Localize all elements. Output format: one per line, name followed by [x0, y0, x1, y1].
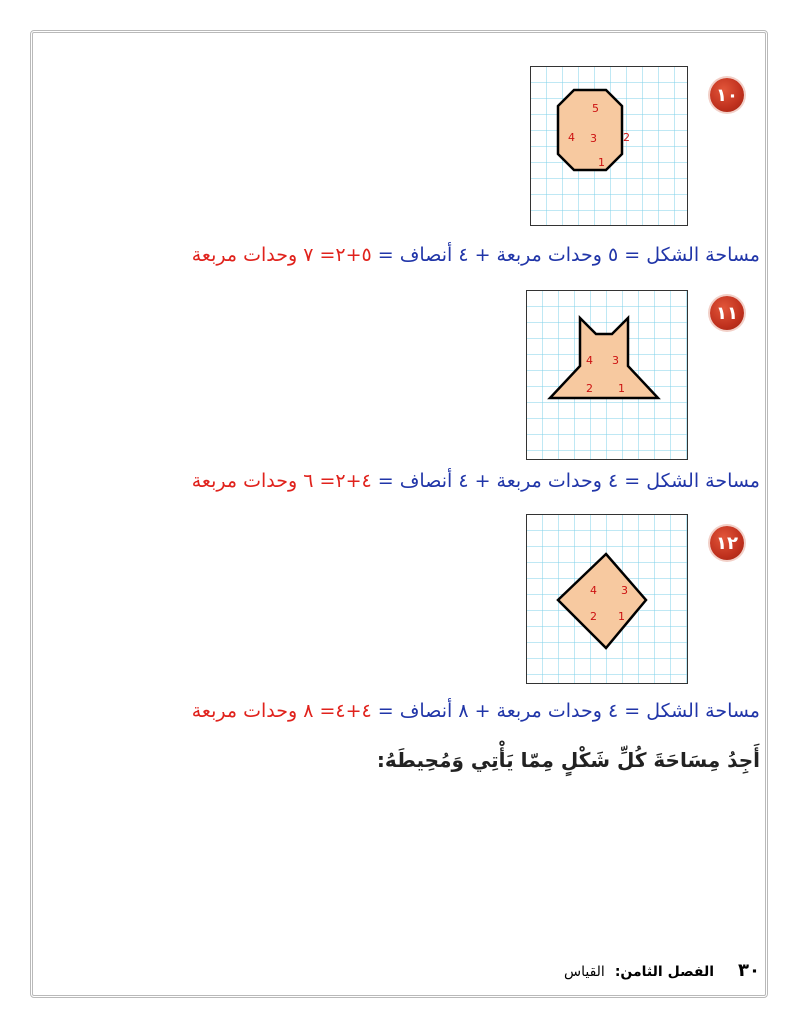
square-label: 1	[598, 156, 605, 169]
octagon-shape	[558, 90, 622, 170]
diamond-figure	[526, 514, 688, 684]
chapter-topic: القياس	[563, 964, 605, 980]
cat-shape-figure	[526, 290, 688, 460]
square-label: 4	[586, 354, 593, 367]
problem-number-badge: ١٠	[710, 78, 744, 112]
square-label: 1	[618, 382, 625, 395]
problem-number-badge: ١٢	[710, 526, 744, 560]
square-label: 4	[590, 584, 597, 597]
square-label: 3	[590, 132, 597, 145]
square-label: 3	[612, 354, 619, 367]
square-label: 1	[618, 610, 625, 623]
area-equation	[192, 470, 760, 492]
instruction-text: أَجِدُ مِسَاحَةَ كُلِّ شَكْلٍ مِمّا يَأْتِي وَمُحِيطَهُ:	[376, 748, 760, 772]
equation-formula: مساحة الشكل = ٥ وحدات مربعة + ٤ أنصاف =	[371, 244, 760, 266]
chapter-title: الفصل الثامن:	[614, 964, 715, 980]
square-label: 2	[586, 382, 593, 395]
problem-number-badge: ١١	[710, 296, 744, 330]
square-label: 5	[592, 102, 599, 115]
page-footer	[564, 960, 760, 981]
square-label: 3	[621, 584, 628, 597]
equation-result: ٥+٢= ٧ وحدات مربعة	[191, 244, 372, 266]
equation-result: ٤+٢= ٦ وحدات مربعة	[191, 470, 372, 492]
square-label: 2	[590, 610, 597, 623]
equation-result: ٤+٤= ٨ وحدات مربعة	[191, 700, 372, 722]
square-label: 4	[568, 131, 575, 144]
page-number: ٣٠	[738, 960, 760, 981]
equation-formula: مساحة الشكل = ٤ وحدات مربعة + ٤ أنصاف =	[371, 470, 760, 492]
octagon-figure	[530, 66, 688, 226]
area-equation	[192, 700, 760, 722]
equation-formula: مساحة الشكل = ٤ وحدات مربعة + ٨ أنصاف =	[371, 700, 760, 722]
square-label: 2	[623, 131, 630, 144]
area-equation	[192, 244, 760, 266]
